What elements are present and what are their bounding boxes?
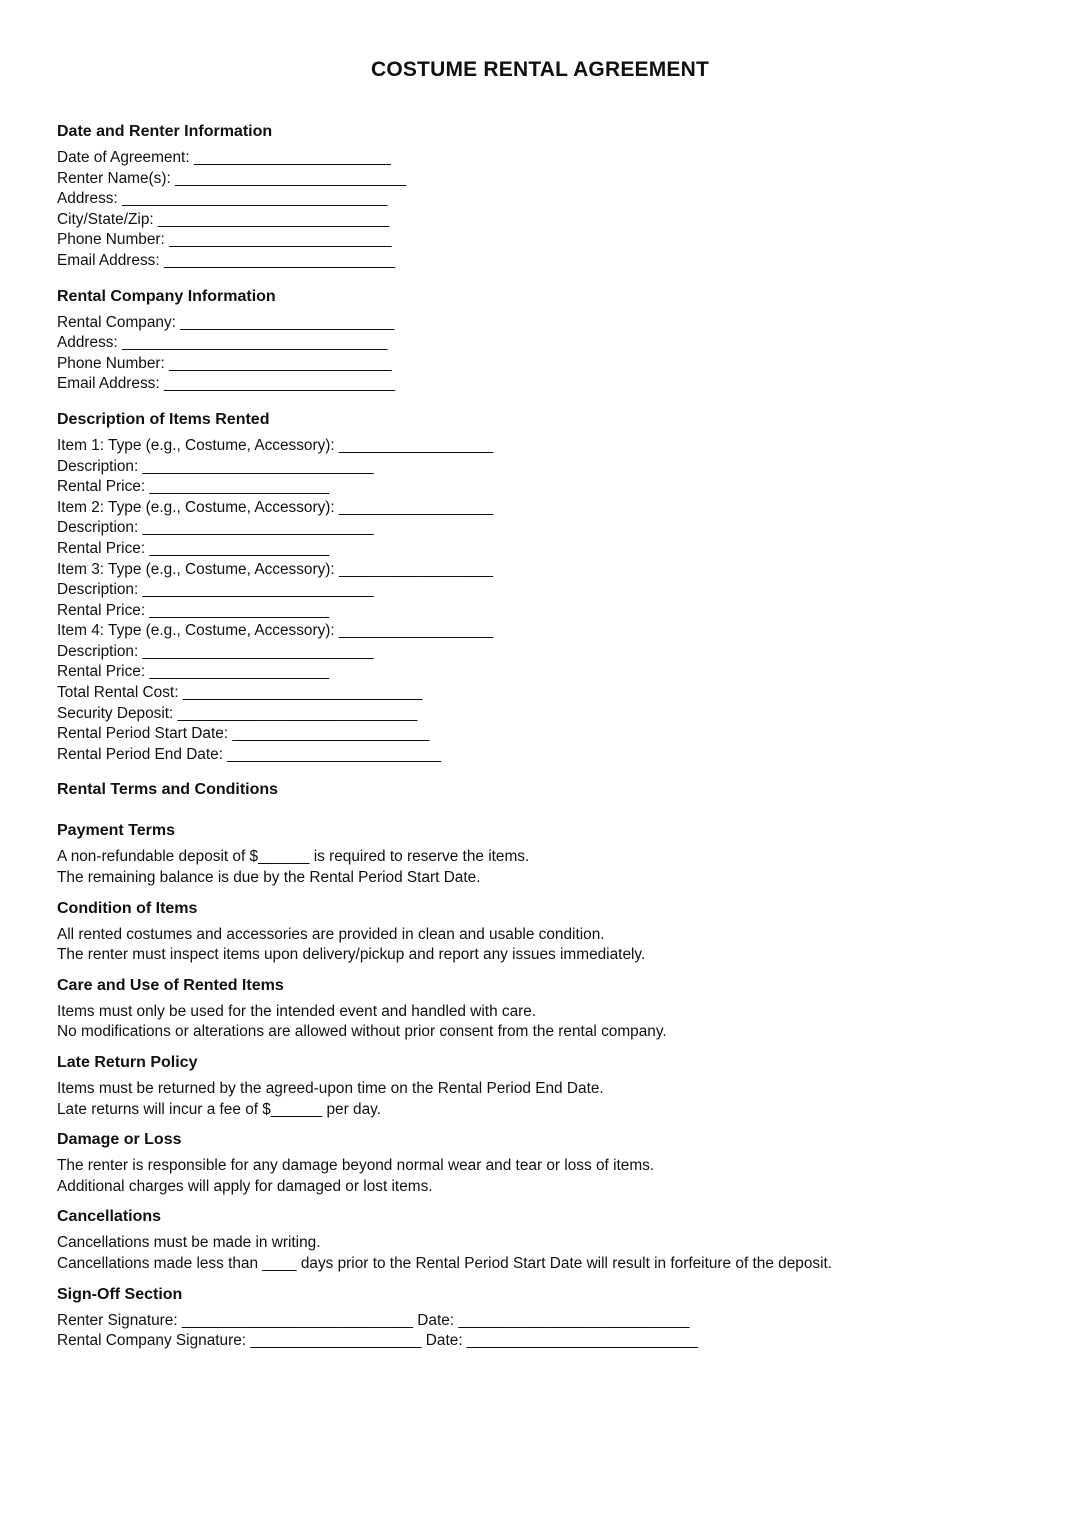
text-line: Cancellations must be made in writing. <box>57 1234 321 1252</box>
field-item-3-type: Item 3: Type (e.g., Costume, Accessory): __________________ <box>57 560 494 578</box>
field-security-deposit: Security Deposit: ____________________________ <box>57 704 418 722</box>
text-line: Items must only be used for the intended event and handled with care. <box>57 1002 537 1020</box>
field-company-phone: Phone Number: __________________________ <box>57 354 392 372</box>
document-title: COSTUME RENTAL AGREEMENT <box>370 58 710 81</box>
section-care-and-use <box>57 976 1017 1043</box>
text-line: The renter must inspect items upon delivery/pickup and report any issues immediately. <box>57 946 646 964</box>
section-renter-info <box>57 122 1017 272</box>
section-heading: Damage or Loss <box>57 1131 182 1149</box>
document-body <box>57 122 1017 1352</box>
field-renter-name: Renter Name(s): ___________________________ <box>57 169 407 187</box>
section-company-info <box>57 287 1017 395</box>
section-condition-of-items <box>57 899 1017 966</box>
field-rental-company: Rental Company: _________________________ <box>57 313 395 331</box>
field-total-rental-cost: Total Rental Cost: ____________________________ <box>57 684 423 702</box>
field-item-2-description: Description: ___________________________ <box>57 519 374 537</box>
field-city-state-zip: City/State/Zip: ___________________________ <box>57 210 390 228</box>
section-cancellations <box>57 1207 1017 1274</box>
field-company-signature: Rental Company Signature: ____________________ Date: ___________________________ <box>57 1332 698 1350</box>
section-heading: Payment Terms <box>57 822 175 840</box>
section-items-rented <box>57 410 1017 766</box>
field-renter-email: Email Address: ___________________________ <box>57 251 396 269</box>
section-heading: Care and Use of Rented Items <box>57 976 284 994</box>
field-item-3-price: Rental Price: _____________________ <box>57 601 330 619</box>
text-line: Cancellations made less than ____ days prior to the Rental Period Start Date will result in forfeiture of the deposit. <box>57 1254 833 1272</box>
field-renter-signature: Renter Signature: ___________________________ Date: ___________________________ <box>57 1311 690 1329</box>
section-heading: Late Return Policy <box>57 1054 198 1071</box>
text-line: Additional charges will apply for damaged or lost items. <box>57 1177 433 1195</box>
field-rental-end-date: Rental Period End Date: _________________________ <box>57 745 442 763</box>
field-rental-start-date: Rental Period Start Date: _______________________ <box>57 725 430 743</box>
section-heading: Cancellations <box>57 1208 162 1226</box>
section-heading: Rental Company Information <box>57 287 276 305</box>
text-line: Items must be returned by the agreed-upon time on the Rental Period End Date. <box>57 1080 604 1097</box>
field-item-1-description: Description: ___________________________ <box>57 457 374 475</box>
field-date-of-agreement: Date of Agreement: _______________________ <box>57 149 391 166</box>
text-line: No modifications or alterations are allowed without prior consent from the rental company. <box>57 1023 667 1041</box>
section-sign-off <box>57 1285 1017 1352</box>
field-renter-phone: Phone Number: __________________________ <box>57 231 392 249</box>
section-payment-terms <box>57 821 1017 888</box>
section-heading: Rental Terms and Conditions <box>57 781 279 799</box>
section-heading: Condition of Items <box>57 899 198 917</box>
section-heading: Sign-Off Section <box>57 1285 183 1303</box>
section-late-return <box>57 1053 1017 1120</box>
field-item-4-description: Description: ___________________________ <box>57 642 374 660</box>
text-line: The renter is responsible for any damage beyond normal wear and tear or loss of items. <box>57 1157 655 1175</box>
text-line: The remaining balance is due by the Rental Period Start Date. <box>57 869 481 887</box>
field-item-1-type: Item 1: Type (e.g., Costume, Accessory): __________________ <box>57 436 494 454</box>
field-item-2-type: Item 2: Type (e.g., Costume, Accessory): __________________ <box>57 498 494 516</box>
field-item-1-price: Rental Price: _____________________ <box>57 478 330 496</box>
section-terms <box>57 780 1017 800</box>
section-damage-or-loss <box>57 1130 1017 1197</box>
text-line: A non-refundable deposit of $______ is required to reserve the items. <box>57 848 530 866</box>
section-heading: Date and Renter Information <box>57 123 273 140</box>
field-item-4-type: Item 4: Type (e.g., Costume, Accessory): __________________ <box>57 622 494 640</box>
text-line: Late returns will incur a fee of $______ per day. <box>57 1100 381 1118</box>
field-renter-address: Address: _______________________________ <box>57 190 388 208</box>
section-heading: Description of Items Rented <box>57 410 270 428</box>
text-line: All rented costumes and accessories are provided in clean and usable condition. <box>57 925 605 943</box>
field-item-3-description: Description: ___________________________ <box>57 581 374 599</box>
field-company-email: Email Address: ___________________________ <box>57 375 396 393</box>
field-item-2-price: Rental Price: _____________________ <box>57 539 330 557</box>
field-company-address: Address: _______________________________ <box>57 334 388 352</box>
field-item-4-price: Rental Price: _____________________ <box>57 663 330 681</box>
